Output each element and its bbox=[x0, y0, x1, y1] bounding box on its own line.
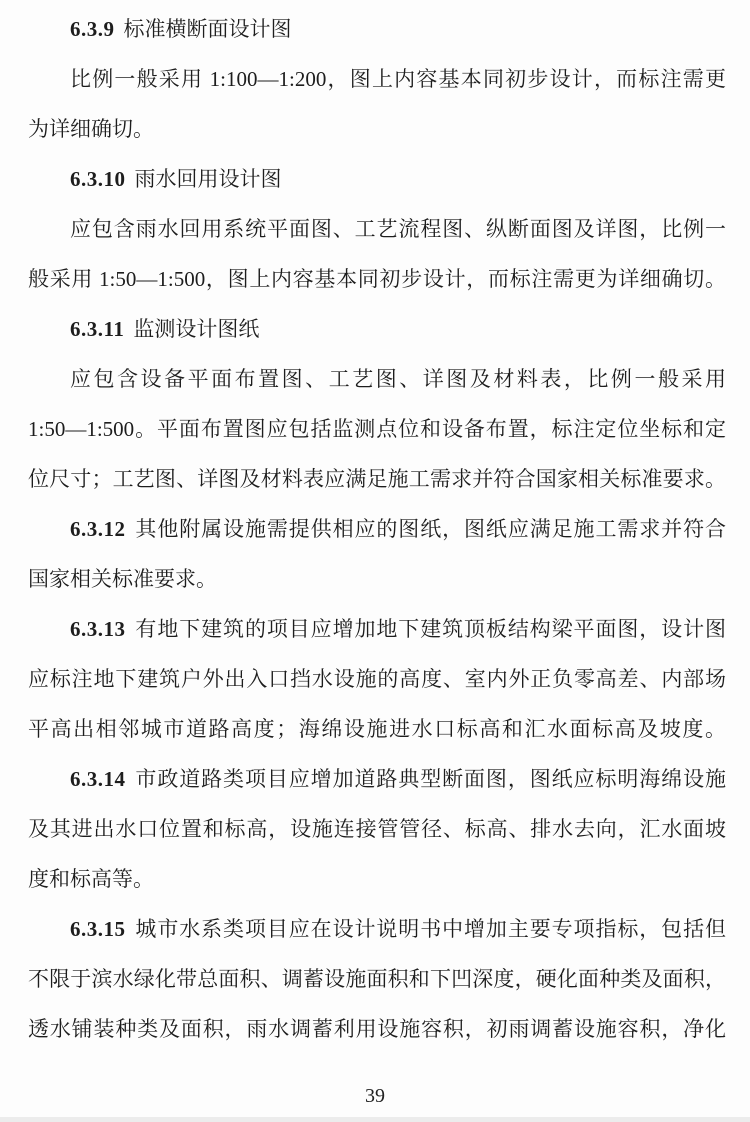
text-line bbox=[28, 1004, 726, 1054]
section-line bbox=[28, 504, 726, 554]
line-text: 应标注地下建筑户外出入口挡水设施的高度、室内外正负零高差、内部场 bbox=[28, 667, 726, 691]
text-line bbox=[28, 404, 726, 454]
line-text: 比例一般采用 1:100—1:200，图上内容基本同初步设计，而标注需更 bbox=[70, 67, 726, 91]
text-line bbox=[28, 654, 726, 704]
scan-edge bbox=[0, 1117, 750, 1122]
line-text: 平高出相邻城市道路高度；海绵设施进水口标高和汇水面标高及坡度。 bbox=[28, 717, 726, 741]
section-number: 6.3.15 bbox=[70, 917, 126, 941]
line-text: 城市水系类项目应在设计说明书中增加主要专项指标，包括但 bbox=[134, 917, 726, 941]
text-line bbox=[28, 554, 726, 604]
line-text: 及其进出水口位置和标高，设施连接管管径、标高、排水去向，汇水面坡 bbox=[28, 817, 726, 841]
section-number: 6.3.12 bbox=[70, 517, 126, 541]
section-number: 6.3.13 bbox=[70, 617, 126, 641]
section-line bbox=[28, 154, 726, 204]
line-text: 其他附属设施需提供相应的图纸，图纸应满足施工需求并符合 bbox=[134, 517, 726, 541]
text-line bbox=[28, 204, 726, 254]
text-line bbox=[28, 54, 726, 104]
page-number: 39 bbox=[365, 1085, 385, 1107]
line-text: 不限于滨水绿化带总面积、调蓄设施面积和下凹深度，硬化面种类及面积， bbox=[28, 967, 726, 991]
text-line bbox=[28, 104, 726, 154]
section-line bbox=[28, 604, 726, 654]
text-line bbox=[28, 454, 726, 504]
section-number: 6.3.11 bbox=[70, 317, 125, 341]
text-line bbox=[28, 254, 726, 304]
section-line bbox=[28, 754, 726, 804]
section-line bbox=[28, 904, 726, 954]
line-text: 雨水回用设计图 bbox=[134, 167, 282, 191]
section-number: 6.3.14 bbox=[70, 767, 126, 791]
line-text: 透水铺装种类及面积，雨水调蓄利用设施容积，初雨调蓄设施容积，净化 bbox=[28, 1017, 726, 1041]
line-text: 标准横断面设计图 bbox=[123, 17, 292, 41]
line-text: 位尺寸；工艺图、详图及材料表应满足施工需求并符合国家相关标准要求。 bbox=[28, 467, 726, 491]
line-text: 应包含雨水回用系统平面图、工艺流程图、纵断面图及详图，比例一 bbox=[70, 217, 726, 241]
line-text: 国家相关标准要求。 bbox=[28, 567, 217, 591]
line-text: 有地下建筑的项目应增加地下建筑顶板结构梁平面图，设计图 bbox=[134, 617, 726, 641]
line-text: 度和标高等。 bbox=[28, 867, 154, 891]
text-line bbox=[28, 704, 726, 754]
line-text: 监测设计图纸 bbox=[133, 317, 260, 341]
section-line bbox=[28, 304, 726, 354]
line-text: 般采用 1:50—1:500，图上内容基本同初步设计，而标注需更为详细确切。 bbox=[28, 267, 726, 291]
line-text: 应包含设备平面布置图、工艺图、详图及材料表，比例一般采用 bbox=[70, 367, 726, 391]
line-text: 市政道路类项目应增加道路典型断面图，图纸应标明海绵设施 bbox=[134, 767, 726, 791]
line-text: 为详细确切。 bbox=[28, 117, 154, 141]
line-text: 1:50—1:500。平面布置图应包括监测点位和设备布置，标注定位坐标和定 bbox=[28, 417, 726, 441]
text-line bbox=[28, 954, 726, 1004]
text-line bbox=[28, 854, 726, 904]
section-number: 6.3.9 bbox=[70, 17, 115, 41]
section-line bbox=[28, 4, 726, 54]
text-line bbox=[28, 354, 726, 404]
text-line bbox=[28, 804, 726, 854]
section-number: 6.3.10 bbox=[70, 167, 126, 191]
